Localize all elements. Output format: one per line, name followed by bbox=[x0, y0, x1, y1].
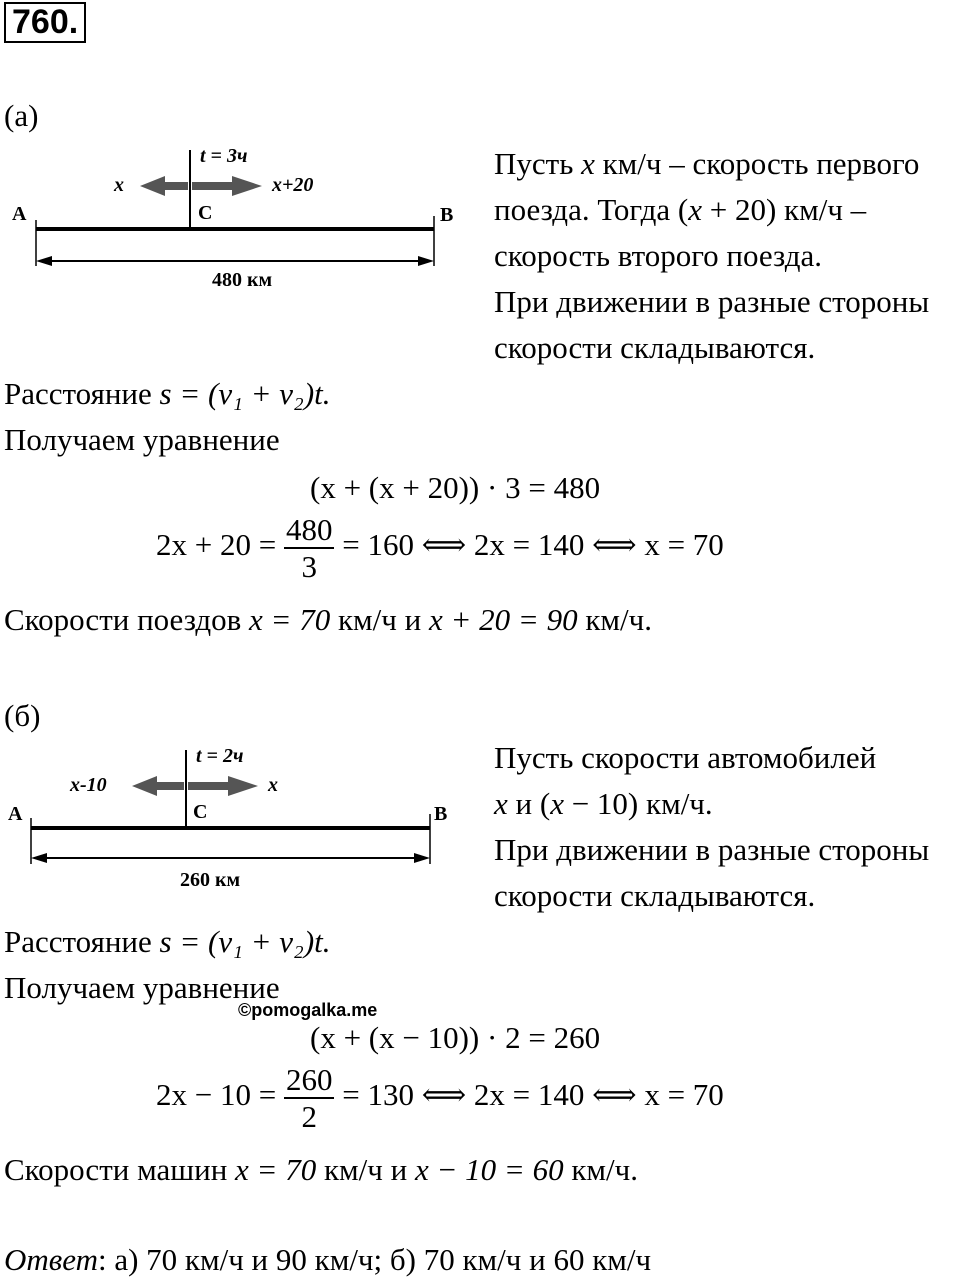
part-a-point-c: C bbox=[198, 202, 213, 224]
part-a-side-line-3: скорость второго поезда. bbox=[494, 238, 822, 273]
part-a-distance-formula: Расстояние s = (v₁ + v₂)t. bbox=[4, 376, 331, 411]
answer-text: : а) 70 км/ч и 90 км/ч; б) 70 км/ч и 60 км/ч bbox=[97, 1242, 652, 1277]
part-a-fraction: $\frac{480}{3}$ bbox=[285, 512, 333, 584]
part-a-side-line-4: При движении в разные стороны bbox=[494, 284, 930, 319]
answer-label: Ответ bbox=[4, 1242, 98, 1277]
watermark: ©pomogalka.me bbox=[238, 1000, 378, 1020]
part-b-point-a: A bbox=[8, 803, 23, 825]
part-b-side-line-4: скорости складываются. bbox=[494, 878, 816, 913]
part-a-equation-1: (x + (x + 20)) · 3 = 480 bbox=[310, 470, 601, 505]
part-b-equation-2: 2x − 10 = $\frac{260}{2}$ = 130 ⟺ 2x = 140 ⟺ x = 70 bbox=[156, 1062, 724, 1134]
part-a-side-line-2: поезда. Тогда (x + 20) км/ч – bbox=[494, 192, 867, 227]
part-b-fraction: $\frac{260}{2}$ bbox=[285, 1062, 333, 1134]
part-b-equation-intro: Получаем уравнение bbox=[4, 970, 280, 1005]
part-a-side-line-5: скорости складываются. bbox=[494, 330, 816, 365]
part-b-side-line-1: Пусть скорости автомобилей bbox=[494, 740, 877, 775]
part-b-right-arrow bbox=[188, 776, 258, 796]
part-b-point-b: B bbox=[434, 803, 448, 825]
part-a-point-a: A bbox=[12, 203, 27, 225]
part-a-right-arrow bbox=[192, 176, 262, 196]
part-b-label: (б) bbox=[4, 698, 41, 733]
part-a-result: Скорости поездов x = 70 км/ч и x + 20 = 90 км/ч. bbox=[4, 602, 652, 637]
part-a-diagram bbox=[0, 140, 470, 300]
part-b-right-speed: x bbox=[268, 774, 278, 796]
part-b-point-c: C bbox=[193, 801, 208, 823]
part-b-equation-1: (x + (x − 10)) · 2 = 260 bbox=[310, 1020, 601, 1055]
part-a-distance: 480 км bbox=[212, 269, 273, 291]
part-b-distance: 260 км bbox=[180, 869, 241, 891]
part-b-left-speed: x-10 bbox=[70, 774, 107, 796]
part-a-left-speed: x bbox=[114, 174, 124, 196]
part-a-left-arrow bbox=[140, 176, 188, 196]
answer-line bbox=[4, 1244, 651, 1275]
part-a-equation-intro: Получаем уравнение bbox=[4, 422, 280, 457]
part-b-diagram bbox=[0, 738, 470, 898]
part-b-distance-formula: Расстояние s = (v₁ + v₂)t. bbox=[4, 924, 331, 959]
part-b-left-arrow bbox=[132, 776, 184, 796]
part-a-side-line-1: Пусть x км/ч – скорость первого bbox=[494, 146, 920, 181]
part-a-point-b: B bbox=[440, 204, 454, 226]
part-b-side-line-2: x и (x − 10) км/ч. bbox=[494, 786, 713, 821]
part-b-time: t = 2ч bbox=[196, 745, 244, 767]
part-a-equation-2: 2x + 20 = $\frac{480}{3}$ = 160 ⟺ 2x = 140 ⟺ x = 70 bbox=[156, 512, 724, 584]
part-b-side-line-3: При движении в разные стороны bbox=[494, 832, 930, 867]
part-a-label: (а) bbox=[4, 98, 39, 133]
problem-number: 760. bbox=[4, 2, 86, 43]
part-a-right-speed: x+20 bbox=[272, 174, 314, 196]
part-a-time: t = 3ч bbox=[200, 145, 248, 167]
part-b-result: Скорости машин x = 70 км/ч и x − 10 = 60 км/ч. bbox=[4, 1152, 638, 1187]
